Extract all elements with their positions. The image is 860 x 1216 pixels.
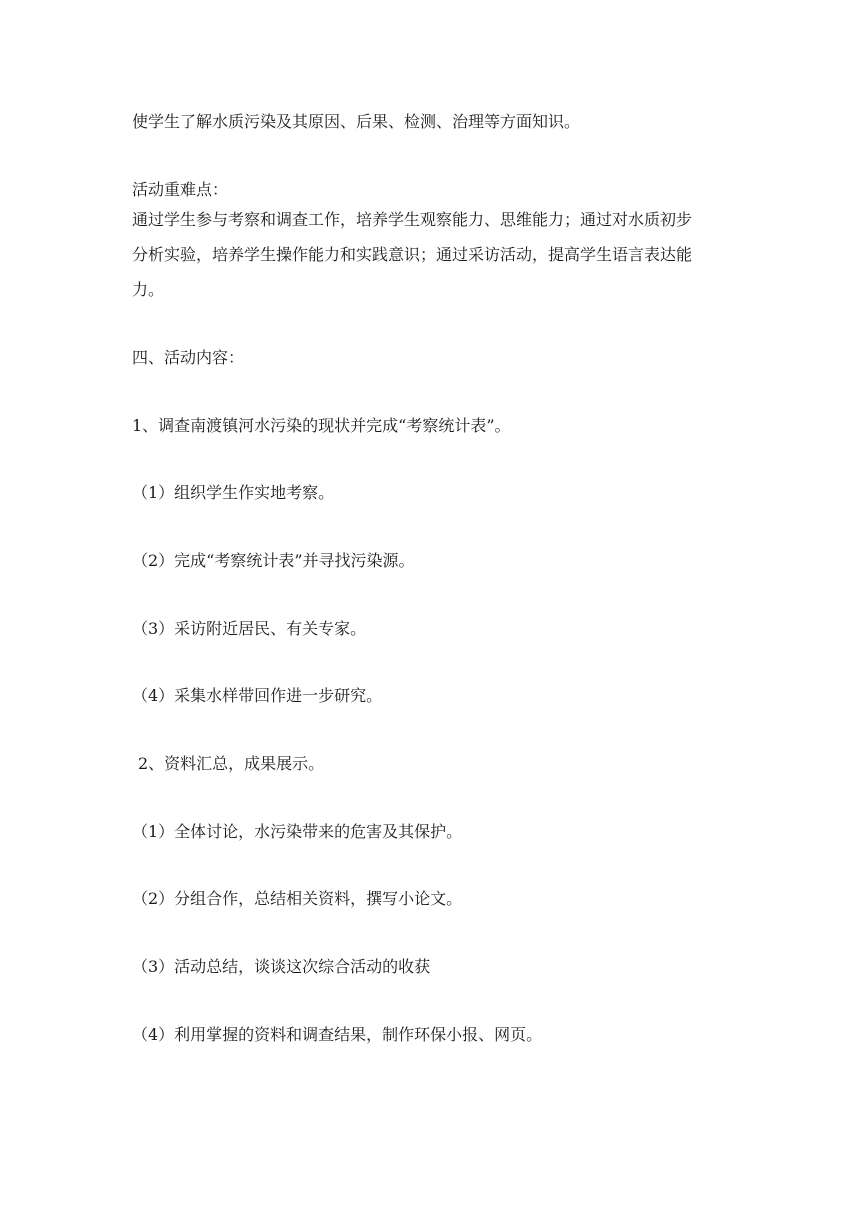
key-points-heading: 活动重难点：	[132, 180, 229, 199]
section-heading: 四、活动内容：	[132, 348, 245, 367]
activity-step: （3）采访附近居民、有关专家。	[132, 619, 367, 638]
activity-item: 1、调查南渡镇河水污染的现状并完成“考察统计表”。	[132, 416, 511, 435]
activity-step: （2）分组合作，总结相关资料，撰写小论文。	[132, 889, 463, 908]
activity-step: （2）完成“考察统计表”并寻找污染源。	[132, 551, 415, 570]
objective-paragraph: 使学生了解水质污染及其原因、后果、检测、治理等方面知识。	[132, 112, 581, 131]
activity-step: （3）活动总结，谈谈这次综合活动的收获	[132, 957, 431, 976]
key-points-line: 分析实验，培养学生操作能力和实践意识；通过采访活动，提高学生语言表达能	[132, 245, 693, 264]
activity-step: （4）采集水样带回作进一步研究。	[132, 686, 383, 705]
key-points-line: 通过学生参与考察和调查工作，培养学生观察能力、思维能力；通过对水质初步	[132, 210, 693, 229]
key-points-line: 力。	[132, 280, 165, 299]
activity-step: （1）全体讨论，水污染带来的危害及其保护。	[132, 822, 463, 841]
activity-step: （4）利用掌握的资料和调查结果，制作环保小报、网页。	[132, 1025, 543, 1044]
activity-step: （1）组织学生作实地考察。	[132, 483, 335, 502]
activity-item: 2、资料汇总，成果展示。	[138, 754, 325, 773]
